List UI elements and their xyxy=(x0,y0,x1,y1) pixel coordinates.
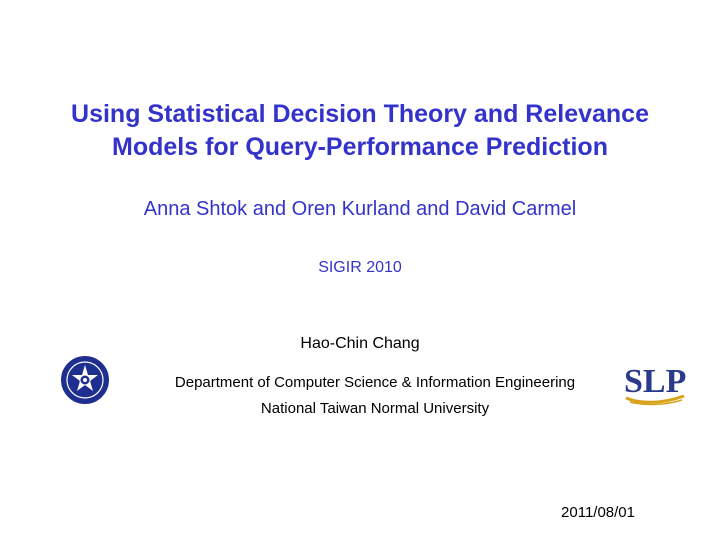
department: Department of Computer Science & Information Engineering xyxy=(174,374,576,391)
venue: SIGIR 2010 xyxy=(318,259,402,276)
university: National Taiwan Normal University xyxy=(260,400,490,417)
authors: Anna Shtok and Oren Kurland and David Carmel xyxy=(143,198,577,220)
slide-title xyxy=(20,98,700,164)
university-seal-icon xyxy=(60,355,110,405)
presentation-date: 2011/08/01 xyxy=(561,504,635,521)
logo-text: SLP xyxy=(624,363,687,400)
title-line-2: Models for Query-Performance Prediction xyxy=(112,133,608,161)
title-line-1: Using Statistical Decision Theory and Relevance xyxy=(71,100,649,128)
presenter-name: Hao-Chin Chang xyxy=(300,335,420,352)
slp-lab-logo-icon xyxy=(622,358,688,406)
